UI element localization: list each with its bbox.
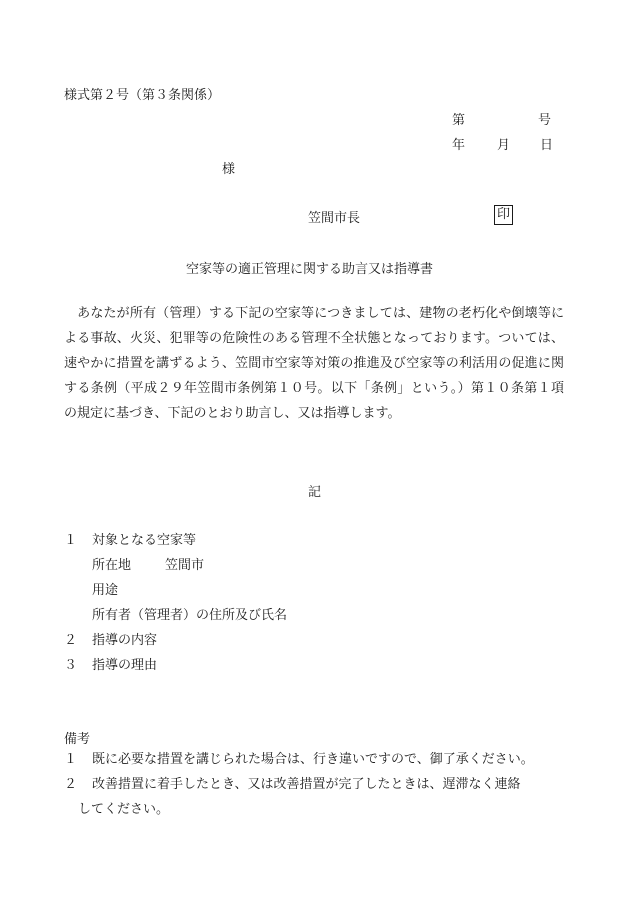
- list-item: [64, 553, 287, 578]
- date-month-label: 月: [497, 138, 511, 153]
- item-label: 指導の内容: [92, 633, 158, 648]
- document-number-suffix: 号: [538, 113, 552, 128]
- addressee-suffix: 様: [222, 162, 236, 177]
- list-item: [64, 603, 287, 628]
- document-title: 空家等の適正管理に関する助言又は指導書: [186, 262, 434, 277]
- date-day-label: 日: [540, 138, 554, 153]
- note-item: [64, 772, 570, 797]
- issuer-name: 笠間市長: [308, 211, 361, 226]
- list-item: [64, 528, 287, 553]
- note-text: 既に必要な措置を講じられた場合は、行き違いですので、御了承ください。: [92, 752, 534, 767]
- date-year-label: 年: [452, 138, 466, 153]
- note-item: [64, 747, 570, 772]
- note-continuation: してください。: [78, 802, 170, 817]
- notes-heading: 備考: [64, 732, 91, 747]
- item-number: ２: [64, 633, 78, 648]
- seal-mark: 印: [494, 205, 513, 225]
- notes-list: [64, 747, 570, 822]
- owner-label: 所有者（管理者）の住所及び氏名: [92, 608, 288, 623]
- list-item: [64, 653, 287, 678]
- ki-heading: 記: [308, 485, 322, 500]
- body-paragraph: あなたが所有（管理）する下記の空家等につきましては、建物の老朽化や倒壊等による事故、火災、犯罪等の危険性のある管理不全状態となっております。ついては、速やかに措置を講ずるよう、笠間市空家等対策の推進及び空家等の利活用の促進に関する条例（平成２９年笠間市条例第１０号。以下「条例」という。）第１０条第１項の規定に基づき、下記のとおり助言し、又は指導します。: [64, 306, 564, 421]
- item-number: ３: [64, 658, 78, 673]
- note-number: ２: [64, 777, 78, 792]
- item-label: 対象となる空家等: [92, 533, 197, 548]
- location-label: 所在地: [92, 558, 132, 573]
- use-label: 用途: [92, 583, 119, 598]
- body-section: [64, 301, 564, 426]
- item-number: １: [64, 533, 78, 548]
- list-item: [64, 578, 287, 603]
- document-number-prefix: 第: [452, 113, 466, 128]
- location-value: 笠間市: [165, 558, 205, 573]
- items-list: [64, 528, 287, 678]
- note-text: 改善措置に着手したとき、又は改善措置が完了したときは、遅滞なく連絡: [92, 777, 521, 792]
- form-number: 様式第２号（第３条関係）: [64, 88, 221, 103]
- item-label: 指導の理由: [92, 658, 158, 673]
- list-item: [64, 628, 287, 653]
- note-number: １: [64, 752, 78, 767]
